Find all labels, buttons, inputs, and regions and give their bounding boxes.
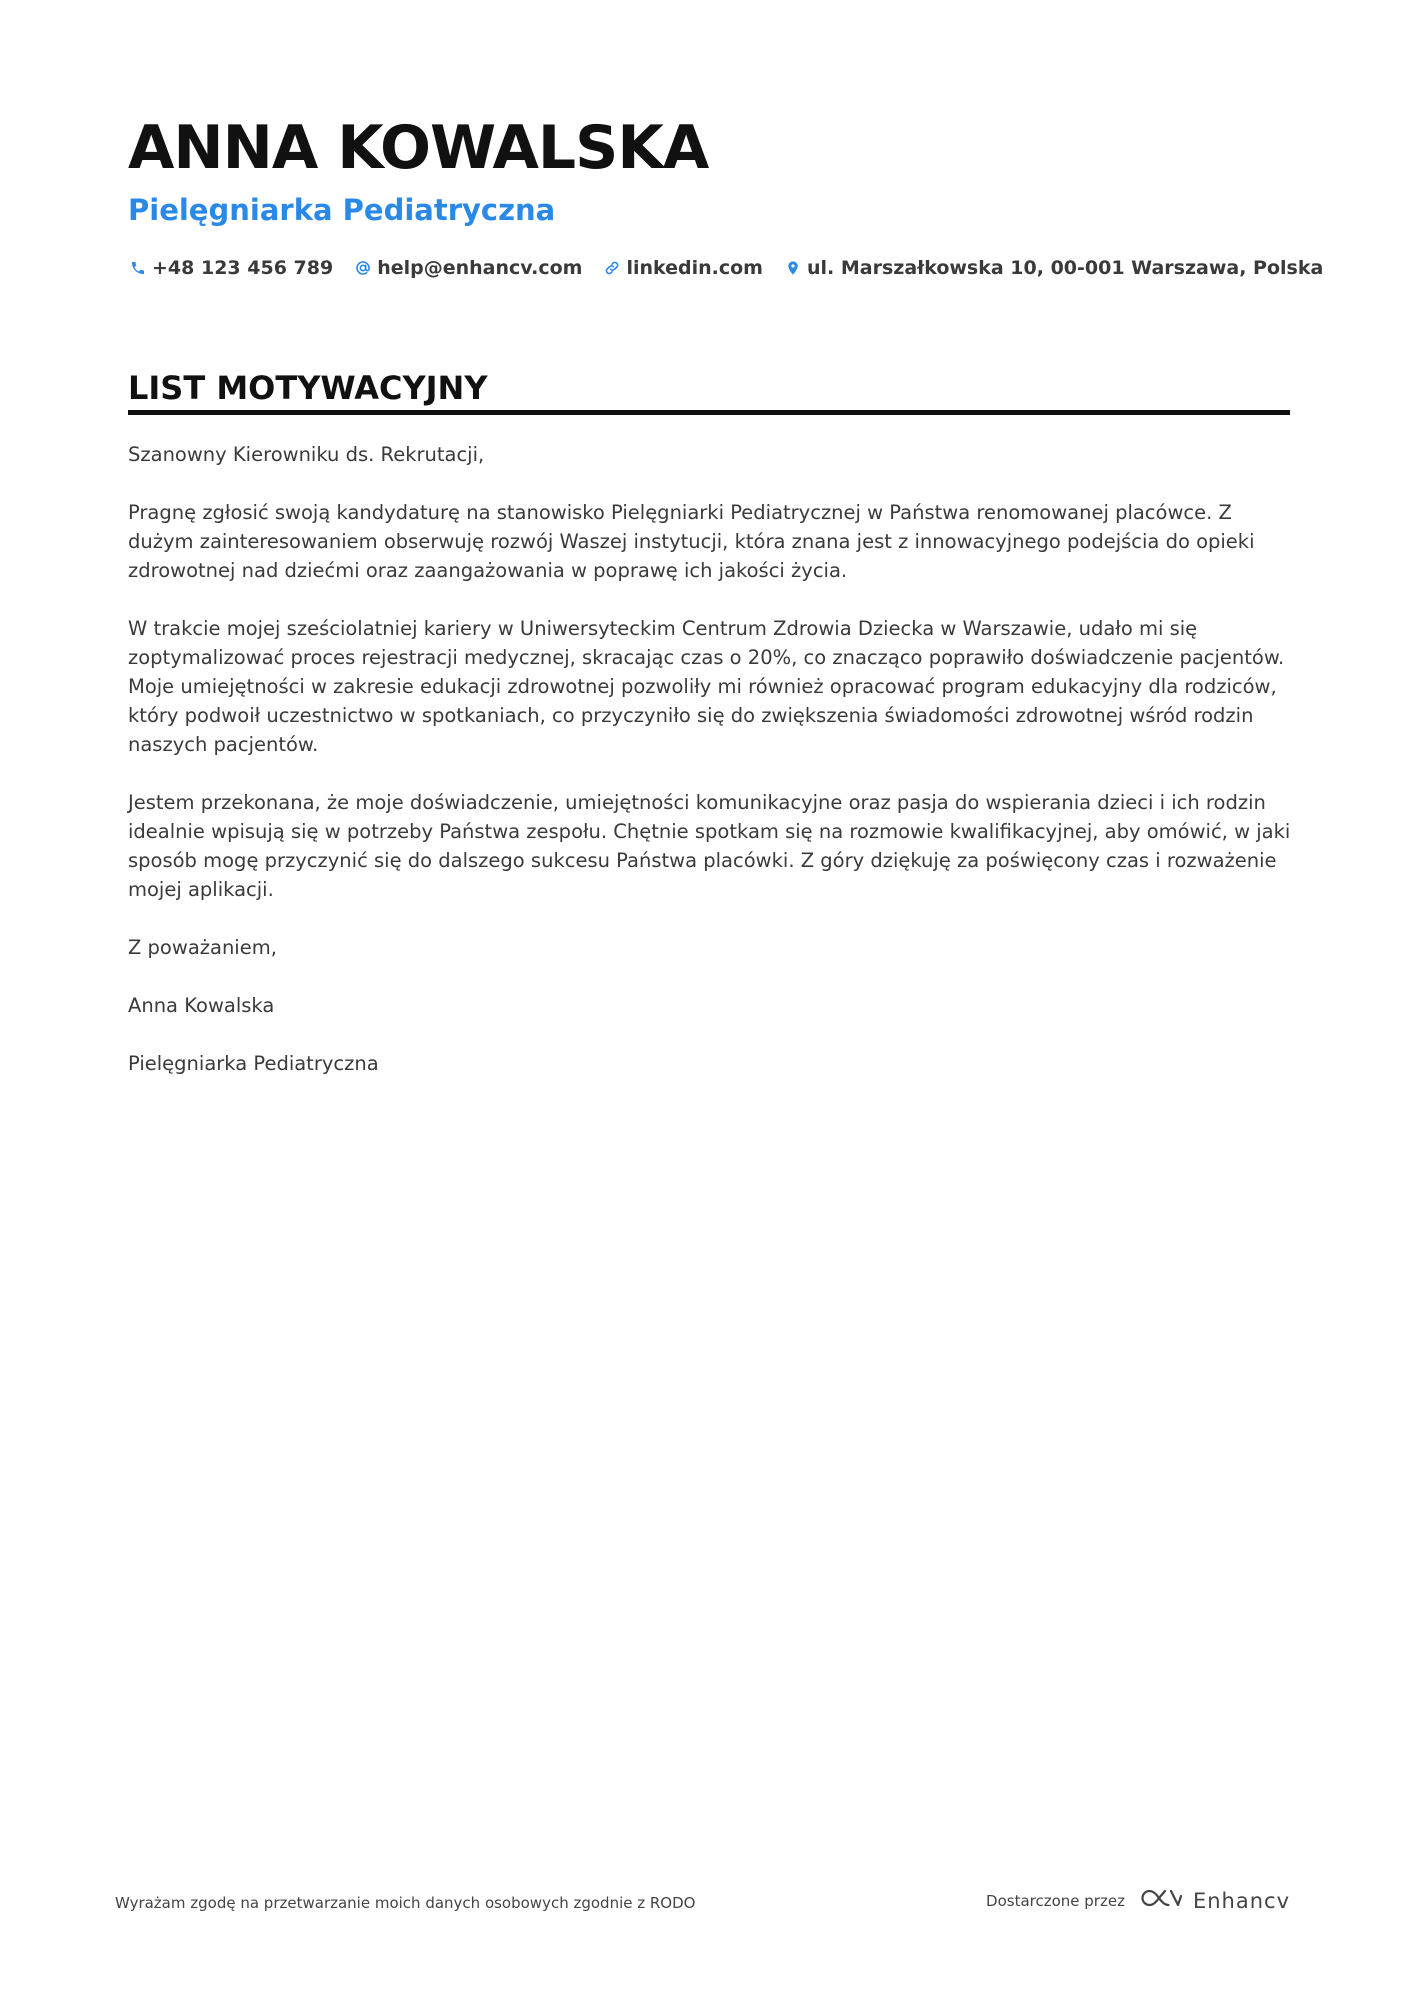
letter-closing: Z poważaniem,: [128, 936, 277, 959]
at-icon: [353, 258, 373, 278]
enhancv-logo-icon: [1137, 1886, 1183, 1915]
enhancv-brand: Enhancv: [1192, 1888, 1290, 1913]
link-icon: [602, 258, 622, 278]
section-divider: [128, 410, 1290, 415]
location-pin-icon: [783, 258, 803, 278]
contact-address-text: ul. Marszałkowska 10, 00-001 Warszawa, Polska: [806, 257, 1324, 279]
signature-role: Pielęgniarka Pediatryczna: [128, 1052, 379, 1075]
letter-greeting: Szanowny Kierowniku ds. Rekrutacji,: [128, 443, 485, 466]
section-title: LIST MOTYWACYJNY: [128, 369, 488, 407]
contact-address: [783, 257, 1323, 279]
letter-body: [128, 440, 1293, 1107]
contact-linkedin[interactable]: [602, 257, 763, 279]
phone-icon: [128, 258, 148, 278]
gdpr-consent: Wyrażam zgodę na przetwarzanie moich danych osobowych zgodnie z RODO: [115, 1894, 696, 1912]
letter-paragraph: Jestem przekonana, że moje doświadczenie, umiejętności komunikacyjne oraz pasja do wspierania dzieci i ich rodzin idealnie wpisują się w potrzeby Państwa zespołu. Chętnie spotkam się na rozmowie kwalifikacyjnej, aby omówić, w jaki sposób mogę przyczynić się do dalszego sukcesu Państwa placówki. Z góry dziękuję za poświęcony czas i rozważenie mojej aplikacji.: [128, 791, 1291, 901]
contact-phone[interactable]: [128, 257, 333, 279]
powered-by[interactable]: [986, 1886, 1290, 1915]
contact-email[interactable]: [353, 257, 582, 279]
letter-paragraph: Pragnę zgłosić swoją kandydaturę na stanowisko Pielęgniarki Pediatrycznej w Państwa renomowanej placówce. Z dużym zainteresowaniem obserwuję rozwój Waszej instytucji, która znana jest z innowacyjnego podejścia do opieki zdrowotnej nad dziećmi oraz zaangażowania w poprawę ich jakości życia.: [128, 501, 1255, 582]
contact-phone-text: +48 123 456 789: [152, 257, 334, 279]
contact-email-text: help@enhancv.com: [377, 257, 583, 279]
contact-linkedin-text: linkedin.com: [626, 257, 763, 279]
signature-name: Anna Kowalska: [128, 994, 275, 1017]
candidate-role: Pielęgniarka Pediatryczna: [128, 193, 556, 227]
letter-paragraph: W trakcie mojej sześciolatniej kariery w Uniwersyteckim Centrum Zdrowia Dziecka w Warszawie, udało mi się zoptymalizować proces rejestracji medycznej, skracając czas o 20%, co znacząco poprawiło doświadczenie pacjentów. Moje umiejętności w zakresie edukacji zdrowotnej pozwoliły mi również opracować program edukacyjny dla rodziców, który podwoił uczestnictwo w spotkaniach, co przyczyniło się do zwiększenia świadomości zdrowotnej wśród rodzin naszych pacjentów.: [128, 617, 1285, 756]
candidate-name: ANNA KOWALSKA: [128, 113, 709, 183]
powered-by-label: Dostarczone przez: [986, 1891, 1125, 1910]
contact-bar: [128, 253, 1343, 283]
